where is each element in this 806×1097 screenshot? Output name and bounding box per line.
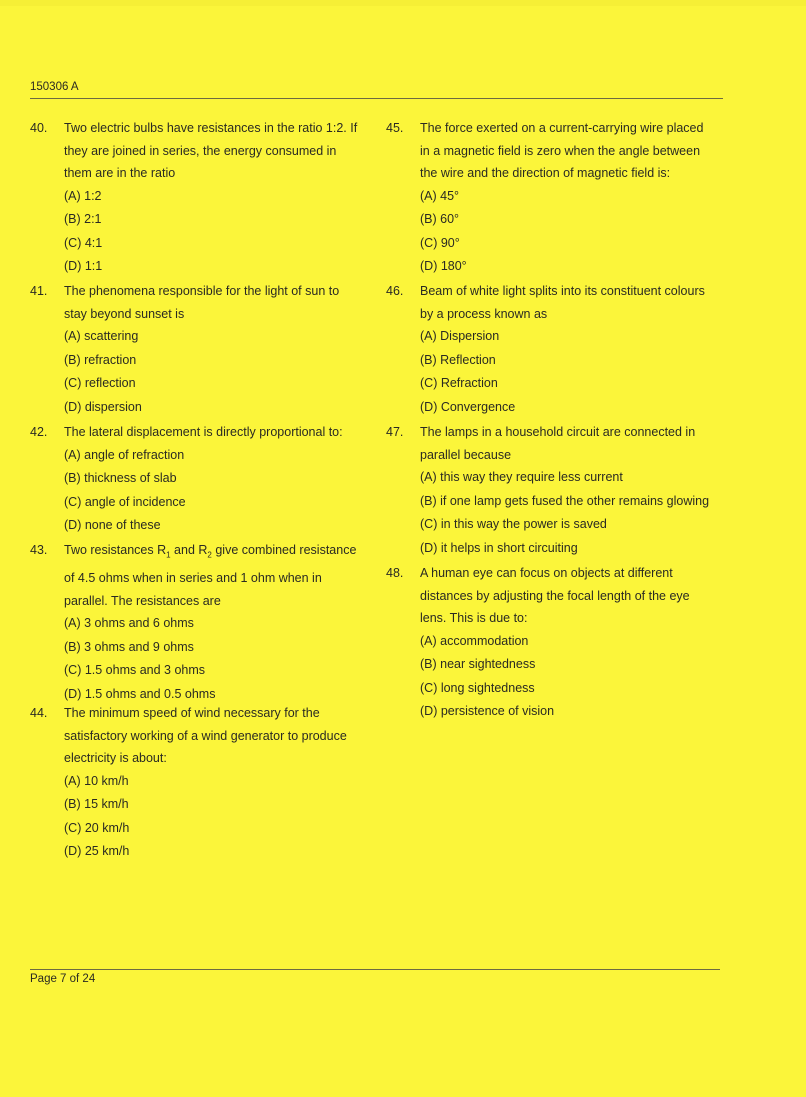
option-a: (A) 1:2 — [64, 188, 102, 203]
question-number: 40. — [30, 121, 48, 135]
question-number: 47. — [386, 425, 404, 439]
option-a: (A) 10 km/h — [64, 773, 129, 788]
option-b: (B) near sightedness — [420, 657, 536, 671]
question-stem: The force exerted on a current-carrying wire placed in a magnetic field is zero when the angle between the wire and the direction of magnetic field is: — [420, 121, 704, 180]
question-stem: Two resistances $R_1$ and $R_2$ give combined resistance of 4.5 ohms when in series and 1 ohm when in parallel. The resistances are — [64, 543, 357, 608]
option-c: (C) 20 km/h — [64, 820, 130, 835]
option-b: (B) thickness of slab — [64, 471, 177, 485]
option-c: (C) long sightedness — [420, 680, 535, 695]
option-c: (C) Refraction — [420, 376, 498, 390]
option-b: (B) Reflection — [420, 352, 496, 367]
option-d: (D) persistence of vision — [420, 704, 555, 718]
option-d: (D) 25 km/h — [64, 844, 130, 858]
option-a: (A) 45° — [420, 188, 460, 203]
question-stem: The lateral displacement is directly proportional to: — [64, 425, 343, 439]
page-top-edge — [0, 0, 806, 6]
question-42 — [30, 421, 360, 537]
option-d: (D) dispersion — [64, 399, 142, 414]
question-number: 48. — [386, 566, 404, 580]
question-number: 42. — [30, 425, 48, 439]
question-stem: The minimum speed of wind necessary for the satisfactory working of a wind generator to produce electricity is about: — [64, 706, 347, 765]
option-a: (A) accommodation — [420, 633, 529, 648]
question-46 — [386, 280, 716, 419]
option-c: (C) reflection — [64, 376, 136, 390]
question-48 — [386, 562, 716, 724]
option-b: (B) refraction — [64, 352, 137, 367]
question-45 — [386, 117, 716, 278]
option-d: (D) 1.5 ohms and 0.5 ohms — [64, 686, 216, 701]
question-stem: A human eye can focus on objects at different distances by adjusting the focal length of the eye lens. This is due to: — [420, 566, 690, 625]
question-stem: The phenomena responsible for the light of sun to stay beyond sunset is — [64, 284, 340, 321]
option-b: (B) 2:1 — [64, 212, 102, 226]
question-number: 43. — [30, 543, 48, 557]
question-number: 41. — [30, 284, 48, 298]
option-b: (B) if one lamp gets fused the other remains glowing — [420, 493, 710, 508]
option-d: (D) it helps in short circuiting — [420, 540, 578, 555]
option-a: (A) angle of refraction — [64, 447, 185, 462]
question-stem: Beam of white light splits into its constituent colours by a process known as — [420, 284, 705, 321]
option-c: (C) 4:1 — [64, 235, 103, 250]
right-column — [386, 117, 716, 726]
option-d: (D) 180° — [420, 259, 467, 273]
question-44 — [30, 702, 360, 864]
option-c: (C) 90° — [420, 235, 460, 250]
option-b: (B) 60° — [420, 212, 460, 226]
option-d: (D) 1:1 — [64, 259, 103, 273]
question-number: 46. — [386, 284, 404, 298]
option-c: (C) angle of incidence — [64, 494, 186, 509]
option-b: (B) 3 ohms and 9 ohms — [64, 639, 194, 654]
question-stem: Two electric bulbs have resistances in the ratio 1:2. If they are joined in series, the energy consumed in them are in the ratio — [64, 121, 358, 180]
option-a: (A) Dispersion — [420, 329, 500, 343]
header-rule — [30, 98, 723, 99]
footer-rule — [30, 969, 720, 970]
question-stem: The lamps in a household circuit are connected in parallel because — [420, 425, 696, 462]
question-40 — [30, 117, 360, 278]
option-a: (A) scattering — [64, 329, 139, 343]
question-number: 45. — [386, 121, 404, 135]
option-d: (D) none of these — [64, 518, 161, 532]
question-41 — [30, 280, 360, 419]
option-b: (B) 15 km/h — [64, 797, 129, 811]
question-47 — [386, 421, 716, 560]
paper-code: 150306 A — [30, 81, 79, 93]
left-column — [30, 117, 360, 866]
option-d: (D) Convergence — [420, 399, 516, 414]
option-c: (C) 1.5 ohms and 3 ohms — [64, 663, 206, 677]
option-a: (A) 3 ohms and 6 ohms — [64, 616, 194, 630]
page-number: Page 7 of 24 — [30, 973, 96, 985]
question-number: 44. — [30, 706, 48, 720]
option-c: (C) in this way the power is saved — [420, 517, 607, 531]
option-a: (A) this way they require less current — [420, 470, 623, 484]
question-43 — [30, 539, 360, 700]
